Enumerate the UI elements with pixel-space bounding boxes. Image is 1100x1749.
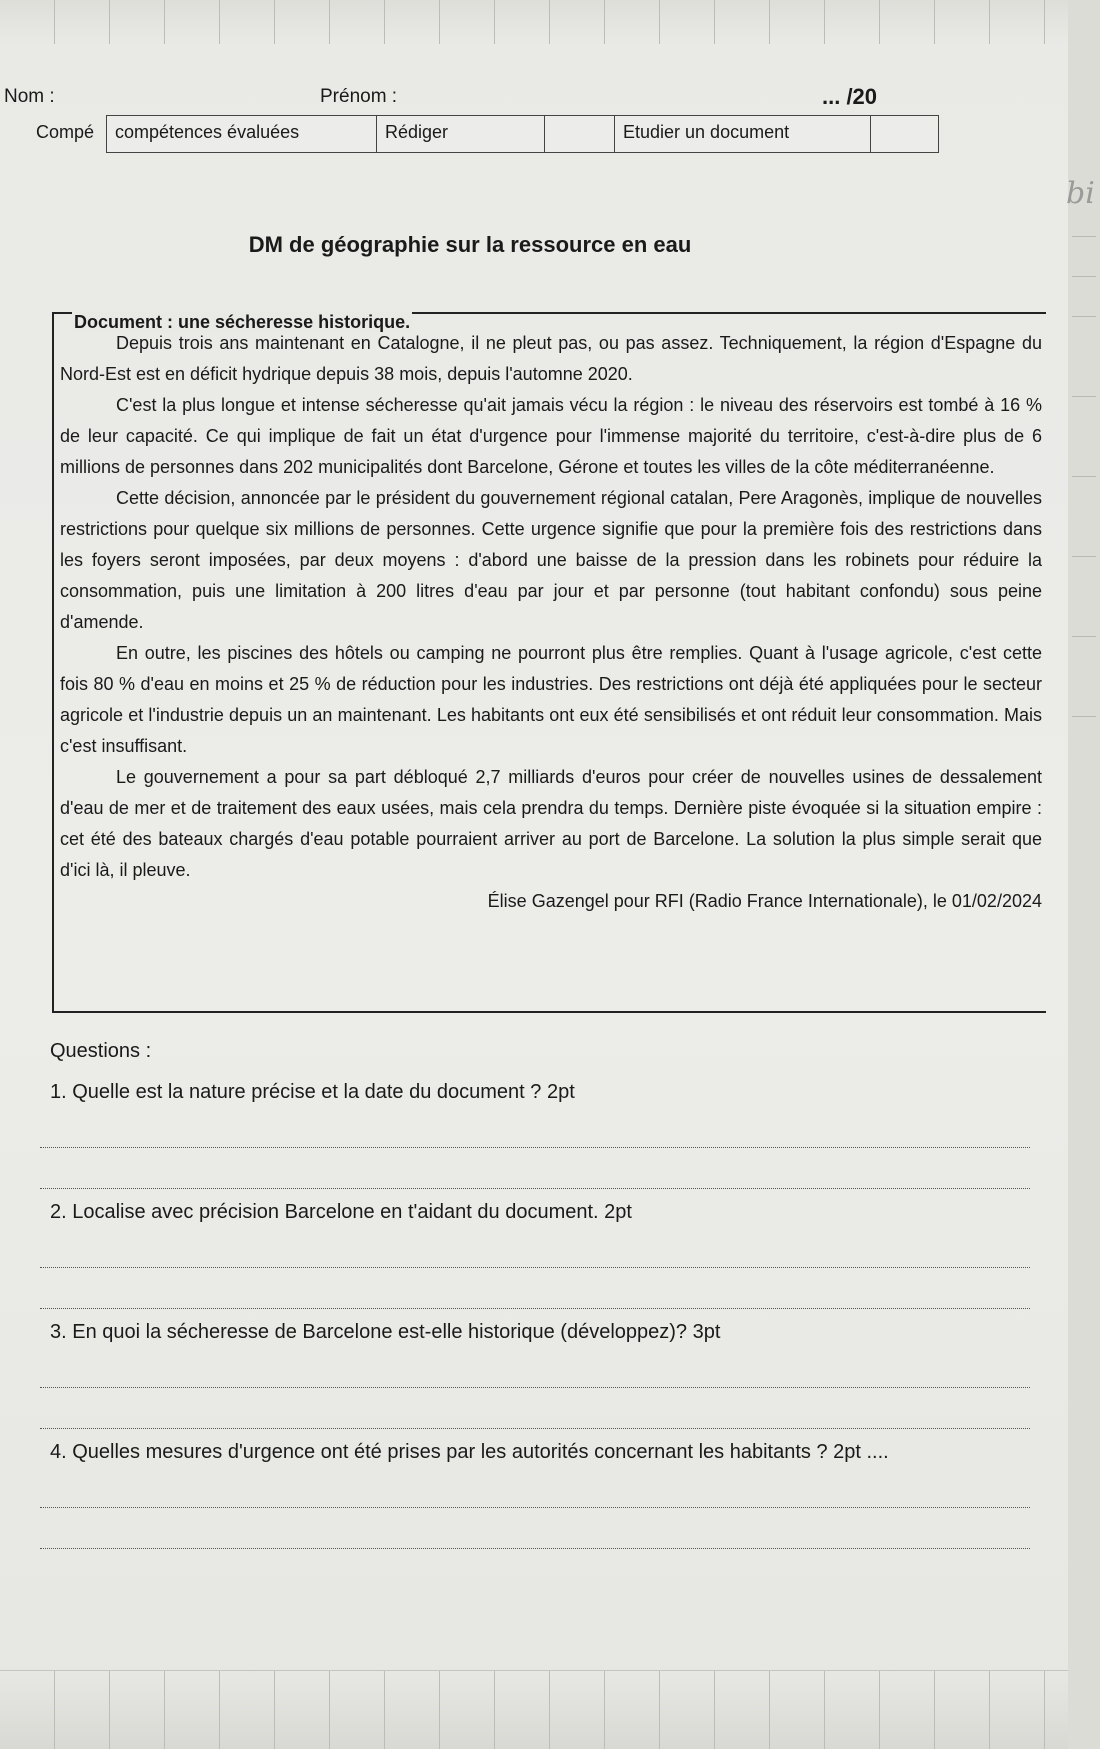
answer-line[interactable] [40, 1347, 1030, 1388]
document-paragraph: C'est la plus longue et intense sécheresse qu'ait jamais vécu la région : le niveau des réservoirs est tombé à 16 % de leur capacité. Ce qui implique de fait un état d'urgence pour l'immense majorité du territoire, c'est-à-dire plus de 6 millions de personnes dans 202 municipalités dont Barcelone, Gérone et toutes les villes de la côte méditerranéenne. [60, 395, 1042, 477]
competences-cell-etudier: Etudier un document [614, 116, 870, 152]
page-title: DM de géographie sur la ressource en eau [248, 232, 692, 257]
document-paragraph: Depuis trois ans maintenant en Catalogne, il ne pleut pas, ou pas assez. Techniquement, la région d'Espagne du Nord-Est est en déficit hydrique depuis 38 mois, depuis l'automne 2020. [60, 333, 1042, 384]
document-paragraph: Cette décision, annoncée par le président du gouvernement régional catalan, Pere Aragonès, implique de nouvelles restrictions pour quelque six millions de personnes. Cette urgence signifie que pour la première fois des restrictions dans les foyers seront imposées, par deux moyens : d'abord une baisse de la pression dans les robinets pour réduire la consommation, puis une limitation à 200 litres d'eau par jour et par personne (tout habitant confondu) sous peine d'amende. [60, 488, 1042, 632]
answer-line[interactable] [40, 1508, 1030, 1549]
document-source: Élise Gazengel pour RFI (Radio France Internationale), le 01/02/2024 [487, 891, 1042, 911]
nom-label: Nom : [4, 86, 55, 107]
competences-cell-rediger: Rédiger [376, 116, 544, 152]
document-paragraph: En outre, les piscines des hôtels ou camping ne pourront plus être remplies. Quant à l'usage agricole, c'est cette fois 80 % d'eau en moins et 25 % de réduction pour les industries. Des restrictions ont déjà été appliquées pour le secteur agricole et l'industrie depuis un an maintenant. Les habitants ont eux été sensibilisés et ont réduit leur consommation. Mais c'est insuffisant. [60, 643, 1042, 756]
document-paragraph: Le gouvernement a pour sa part débloqué 2,7 milliards d'euros pour créer de nouvelles usines de dessalement d'eau de mer et de traitement des eaux usées, mais cela prendra du temps. Dernière piste évoquée si la situation empire : cet été des bateaux chargés d'eau potable pourraient arriver au port de Barcelone. La solution la plus simple serait que d'ici là, il pleuve. [60, 767, 1042, 880]
competences-cell-title: compétences évaluées [106, 116, 376, 152]
competences-prefix: Compé [36, 122, 95, 142]
binder-strip-top [0, 0, 1100, 44]
answer-line[interactable] [40, 1268, 1030, 1309]
answer-line[interactable] [40, 1467, 1030, 1508]
document-label: Document : une sécheresse historique. [74, 312, 411, 332]
question-text: 1. Quelle est la nature précise et la date du document ? 2pt [50, 1081, 575, 1103]
question-2 [50, 1197, 1040, 1309]
score-field: ... /20 [822, 84, 878, 109]
answer-line[interactable] [40, 1107, 1030, 1148]
question-3 [50, 1317, 1040, 1429]
competences-cell-etudier-score [870, 116, 938, 152]
question-1 [50, 1077, 1040, 1189]
margin-pencil-note: bi [1066, 176, 1095, 211]
questions-section [50, 1040, 1040, 1557]
answer-line[interactable] [40, 1227, 1030, 1268]
question-4 [50, 1437, 1040, 1549]
binder-strip-bottom [0, 1670, 1100, 1749]
prenom-label: Prénom : [320, 86, 398, 107]
question-text: 4. Quelles mesures d'urgence ont été prises par les autorités concernant les habitants ? 2pt .... [50, 1441, 889, 1463]
answer-line[interactable] [40, 1148, 1030, 1189]
next-page-edge [1068, 0, 1100, 1749]
document-box [52, 312, 1046, 1013]
competences-cell-rediger-score [544, 116, 614, 152]
question-text: 2. Localise avec précision Barcelone en t'aidant du document. 2pt [50, 1201, 632, 1223]
answer-line[interactable] [40, 1388, 1030, 1429]
questions-heading: Questions : [50, 1040, 152, 1062]
competences-table [106, 115, 939, 153]
question-text: 3. En quoi la sécheresse de Barcelone est-elle historique (développez)? 3pt [50, 1321, 721, 1343]
